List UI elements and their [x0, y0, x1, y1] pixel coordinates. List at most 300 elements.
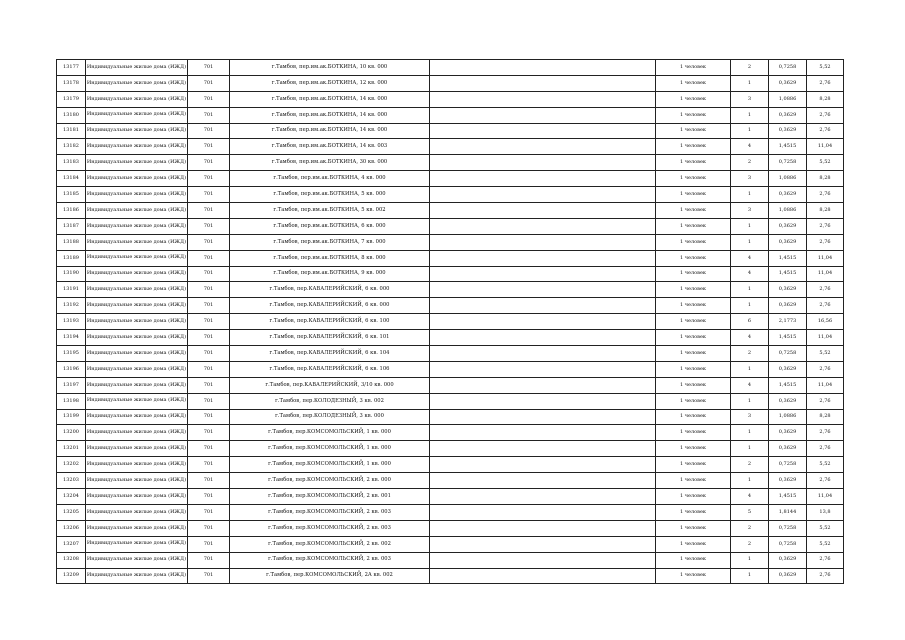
cell-count: 4: [731, 330, 769, 346]
cell-id: 13190: [57, 266, 86, 282]
cell-type: Индивидуальные жилые дома (ИЖД): [86, 361, 188, 377]
cell-type: Индивидуальные жилые дома (ИЖД): [86, 298, 188, 314]
cell-rate: 1,4515: [769, 266, 807, 282]
cell-type: Индивидуальные жилые дома (ИЖД): [86, 330, 188, 346]
cell-address: г.Тамбов, пер.им.ак.БОТКИНА, 5 кв. 002: [230, 203, 430, 219]
cell-rate: 0,3629: [769, 75, 807, 91]
cell-unit: 1 человек: [656, 155, 731, 171]
cell-blank: [430, 441, 656, 457]
table-row: [57, 409, 844, 425]
table-row: [57, 330, 844, 346]
cell-count: 1: [731, 361, 769, 377]
cell-rate: 0,3629: [769, 441, 807, 457]
cell-type: Индивидуальные жилые дома (ИЖД): [86, 489, 188, 505]
cell-blank: [430, 377, 656, 393]
cell-blank: [430, 250, 656, 266]
cell-id: 13181: [57, 123, 86, 139]
table-row: [57, 314, 844, 330]
cell-address: г.Тамбов, пер.им.ак.БОТКИНА, 14 кв. 000: [230, 91, 430, 107]
cell-code: 701: [188, 568, 230, 584]
table-row: [57, 346, 844, 362]
table-row: [57, 282, 844, 298]
cell-blank: [430, 282, 656, 298]
cell-id: 13209: [57, 568, 86, 584]
cell-code: 701: [188, 361, 230, 377]
cell-address: г.Тамбов, пер.КОЛОДЕЗНЫЙ, 3 кв. 002: [230, 393, 430, 409]
cell-blank: [430, 473, 656, 489]
cell-count: 1: [731, 393, 769, 409]
cell-type: Индивидуальные жилые дома (ИЖД): [86, 75, 188, 91]
cell-address: г.Тамбов, пер.им.ак.БОТКИНА, 12 кв. 000: [230, 75, 430, 91]
table-row: [57, 393, 844, 409]
cell-code: 701: [188, 330, 230, 346]
cell-address: г.Тамбов, пер.КОМСОМОЛЬСКИЙ, 1 кв. 000: [230, 441, 430, 457]
cell-blank: [430, 155, 656, 171]
table-row: [57, 107, 844, 123]
cell-total: 2,76: [807, 298, 844, 314]
cell-unit: 1 человек: [656, 552, 731, 568]
cell-code: 701: [188, 441, 230, 457]
cell-blank: [430, 409, 656, 425]
cell-type: Индивидуальные жилые дома (ИЖД): [86, 504, 188, 520]
cell-unit: 1 человек: [656, 91, 731, 107]
cell-id: 13197: [57, 377, 86, 393]
cell-count: 1: [731, 234, 769, 250]
cell-count: 6: [731, 314, 769, 330]
cell-rate: 1,0886: [769, 171, 807, 187]
cell-type: Индивидуальные жилые дома (ИЖД): [86, 139, 188, 155]
cell-unit: 1 человек: [656, 330, 731, 346]
cell-count: 4: [731, 139, 769, 155]
cell-unit: 1 человек: [656, 520, 731, 536]
cell-unit: 1 человек: [656, 203, 731, 219]
cell-code: 701: [188, 75, 230, 91]
cell-id: 13205: [57, 504, 86, 520]
cell-unit: 1 человек: [656, 250, 731, 266]
cell-code: 701: [188, 107, 230, 123]
cell-address: г.Тамбов, пер.КАВАЛЕРИЙСКИЙ, 6 кв. 101: [230, 330, 430, 346]
cell-blank: [430, 425, 656, 441]
cell-blank: [430, 60, 656, 76]
table-row: [57, 552, 844, 568]
cell-blank: [430, 91, 656, 107]
cell-id: 13180: [57, 107, 86, 123]
cell-blank: [430, 139, 656, 155]
cell-id: 13194: [57, 330, 86, 346]
cell-total: 11,04: [807, 139, 844, 155]
cell-address: г.Тамбов, пер.КОМСОМОЛЬСКИЙ, 1 кв. 000: [230, 457, 430, 473]
cell-address: г.Тамбов, пер.им.ак.БОТКИНА, 14 кв. 000: [230, 107, 430, 123]
cell-id: 13195: [57, 346, 86, 362]
cell-type: Индивидуальные жилые дома (ИЖД): [86, 250, 188, 266]
cell-unit: 1 человек: [656, 489, 731, 505]
cell-id: 13198: [57, 393, 86, 409]
cell-count: 2: [731, 457, 769, 473]
cell-total: 2,76: [807, 107, 844, 123]
cell-address: г.Тамбов, пер.им.ак.БОТКИНА, 8 кв. 000: [230, 250, 430, 266]
cell-blank: [430, 504, 656, 520]
cell-code: 701: [188, 282, 230, 298]
cell-unit: 1 человек: [656, 346, 731, 362]
cell-address: г.Тамбов, пер.КОМСОМОЛЬСКИЙ, 2 кв. 003: [230, 520, 430, 536]
cell-blank: [430, 234, 656, 250]
cell-code: 701: [188, 520, 230, 536]
table-row: [57, 187, 844, 203]
cell-unit: 1 человек: [656, 568, 731, 584]
cell-blank: [430, 536, 656, 552]
table-row: [57, 504, 844, 520]
cell-total: 5,52: [807, 346, 844, 362]
cell-total: 5,52: [807, 457, 844, 473]
cell-total: 11,04: [807, 489, 844, 505]
cell-blank: [430, 393, 656, 409]
cell-count: 5: [731, 504, 769, 520]
cell-unit: 1 человек: [656, 536, 731, 552]
cell-type: Индивидуальные жилые дома (ИЖД): [86, 536, 188, 552]
table-row: [57, 203, 844, 219]
cell-blank: [430, 361, 656, 377]
cell-type: Индивидуальные жилые дома (ИЖД): [86, 266, 188, 282]
cell-id: 13207: [57, 536, 86, 552]
cell-rate: 1,0886: [769, 91, 807, 107]
cell-count: 3: [731, 91, 769, 107]
cell-code: 701: [188, 139, 230, 155]
cell-total: 2,76: [807, 393, 844, 409]
table-row: [57, 377, 844, 393]
cell-address: г.Тамбов, пер.им.ак.БОТКИНА, 6 кв. 000: [230, 218, 430, 234]
cell-unit: 1 человек: [656, 473, 731, 489]
cell-id: 13206: [57, 520, 86, 536]
cell-id: 13187: [57, 218, 86, 234]
cell-address: г.Тамбов, пер.КОМСОМОЛЬСКИЙ, 2 кв. 001: [230, 489, 430, 505]
cell-code: 701: [188, 489, 230, 505]
cell-type: Индивидуальные жилые дома (ИЖД): [86, 393, 188, 409]
cell-total: 8,28: [807, 203, 844, 219]
cell-rate: 0,3629: [769, 298, 807, 314]
cell-rate: 0,7258: [769, 155, 807, 171]
cell-total: 16,56: [807, 314, 844, 330]
table-row: [57, 60, 844, 76]
cell-rate: 0,7258: [769, 346, 807, 362]
cell-address: г.Тамбов, пер.КАВАЛЕРИЙСКИЙ, 6 кв. 000: [230, 298, 430, 314]
cell-total: 2,76: [807, 75, 844, 91]
cell-address: г.Тамбов, пер.КАВАЛЕРИЙСКИЙ, 3/10 кв. 000: [230, 377, 430, 393]
cell-rate: 0,3629: [769, 473, 807, 489]
cell-count: 1: [731, 187, 769, 203]
cell-count: 1: [731, 441, 769, 457]
cell-unit: 1 человек: [656, 425, 731, 441]
cell-total: 5,52: [807, 520, 844, 536]
cell-count: 4: [731, 250, 769, 266]
table-row: [57, 91, 844, 107]
cell-type: Индивидуальные жилые дома (ИЖД): [86, 520, 188, 536]
cell-code: 701: [188, 552, 230, 568]
cell-id: 13200: [57, 425, 86, 441]
cell-total: 8,28: [807, 171, 844, 187]
cell-address: г.Тамбов, пер.им.ак.БОТКИНА, 5 кв. 000: [230, 187, 430, 203]
cell-unit: 1 человек: [656, 123, 731, 139]
cell-type: Индивидуальные жилые дома (ИЖД): [86, 425, 188, 441]
table-row: [57, 473, 844, 489]
cell-blank: [430, 552, 656, 568]
cell-count: 1: [731, 425, 769, 441]
cell-code: 701: [188, 409, 230, 425]
cell-type: Индивидуальные жилые дома (ИЖД): [86, 234, 188, 250]
cell-rate: 0,3629: [769, 282, 807, 298]
cell-blank: [430, 218, 656, 234]
cell-total: 8,28: [807, 91, 844, 107]
cell-blank: [430, 107, 656, 123]
cell-count: 1: [731, 282, 769, 298]
table-row: [57, 441, 844, 457]
cell-code: 701: [188, 171, 230, 187]
cell-unit: 1 человек: [656, 266, 731, 282]
cell-blank: [430, 298, 656, 314]
cell-type: Индивидуальные жилые дома (ИЖД): [86, 218, 188, 234]
cell-code: 701: [188, 504, 230, 520]
cell-id: 13196: [57, 361, 86, 377]
cell-type: Индивидуальные жилые дома (ИЖД): [86, 203, 188, 219]
cell-count: 1: [731, 473, 769, 489]
cell-address: г.Тамбов, пер.им.ак.БОТКИНА, 30 кв. 000: [230, 155, 430, 171]
cell-count: 1: [731, 568, 769, 584]
cell-unit: 1 человек: [656, 139, 731, 155]
cell-total: 2,76: [807, 123, 844, 139]
cell-total: 2,76: [807, 425, 844, 441]
cell-type: Индивидуальные жилые дома (ИЖД): [86, 60, 188, 76]
cell-code: 701: [188, 155, 230, 171]
cell-rate: 0,3629: [769, 123, 807, 139]
cell-code: 701: [188, 377, 230, 393]
cell-code: 701: [188, 91, 230, 107]
cell-count: 4: [731, 489, 769, 505]
cell-total: 2,76: [807, 234, 844, 250]
cell-rate: 1,0886: [769, 409, 807, 425]
cell-blank: [430, 568, 656, 584]
cell-count: 2: [731, 536, 769, 552]
table-row: [57, 234, 844, 250]
table-row: [57, 489, 844, 505]
cell-blank: [430, 187, 656, 203]
table-row: [57, 266, 844, 282]
cell-unit: 1 человек: [656, 107, 731, 123]
cell-code: 701: [188, 60, 230, 76]
cell-address: г.Тамбов, пер.КОМСОМОЛЬСКИЙ, 2 кв. 003: [230, 504, 430, 520]
table-row: [57, 218, 844, 234]
cell-total: 2,76: [807, 552, 844, 568]
cell-rate: 0,7258: [769, 60, 807, 76]
cell-address: г.Тамбов, пер.КАВАЛЕРИЙСКИЙ, 6 кв. 000: [230, 282, 430, 298]
cell-blank: [430, 346, 656, 362]
cell-code: 701: [188, 123, 230, 139]
cell-count: 1: [731, 552, 769, 568]
cell-total: 8,28: [807, 409, 844, 425]
cell-type: Индивидуальные жилые дома (ИЖД): [86, 568, 188, 584]
cell-count: 1: [731, 75, 769, 91]
cell-blank: [430, 330, 656, 346]
cell-total: 2,76: [807, 473, 844, 489]
cell-address: г.Тамбов, пер.КАВАЛЕРИЙСКИЙ, 6 кв. 104: [230, 346, 430, 362]
cell-address: г.Тамбов, пер.КАВАЛЕРИЙСКИЙ, 6 кв. 100: [230, 314, 430, 330]
cell-rate: 1,4515: [769, 489, 807, 505]
cell-type: Индивидуальные жилые дома (ИЖД): [86, 314, 188, 330]
table-row: [57, 123, 844, 139]
cell-id: 13184: [57, 171, 86, 187]
cell-blank: [430, 314, 656, 330]
cell-id: 13177: [57, 60, 86, 76]
cell-code: 701: [188, 218, 230, 234]
cell-code: 701: [188, 314, 230, 330]
cell-code: 701: [188, 536, 230, 552]
cell-address: г.Тамбов, пер.им.ак.БОТКИНА, 14 кв. 003: [230, 139, 430, 155]
table-row: [57, 536, 844, 552]
table-row: [57, 75, 844, 91]
cell-rate: 0,3629: [769, 218, 807, 234]
cell-address: г.Тамбов, пер.КАВАЛЕРИЙСКИЙ, 6 кв. 106: [230, 361, 430, 377]
cell-unit: 1 человек: [656, 298, 731, 314]
cell-rate: 0,3629: [769, 187, 807, 203]
cell-total: 2,76: [807, 218, 844, 234]
cell-id: 13183: [57, 155, 86, 171]
cell-total: 2,76: [807, 187, 844, 203]
cell-total: 5,52: [807, 536, 844, 552]
cell-rate: 0,3629: [769, 393, 807, 409]
cell-blank: [430, 123, 656, 139]
table-row: [57, 171, 844, 187]
cell-id: 13204: [57, 489, 86, 505]
cell-address: г.Тамбов, пер.им.ак.БОТКИНА, 9 кв. 000: [230, 266, 430, 282]
cell-blank: [430, 75, 656, 91]
cell-id: 13182: [57, 139, 86, 155]
records-table-body: [57, 60, 844, 584]
cell-total: 11,04: [807, 250, 844, 266]
cell-address: г.Тамбов, пер.КОМСОМОЛЬСКИЙ, 2 кв. 003: [230, 552, 430, 568]
cell-rate: 2,1773: [769, 314, 807, 330]
cell-rate: 0,3629: [769, 552, 807, 568]
table-row: [57, 520, 844, 536]
cell-code: 701: [188, 266, 230, 282]
cell-code: 701: [188, 425, 230, 441]
table-row: [57, 568, 844, 584]
cell-type: Индивидуальные жилые дома (ИЖД): [86, 473, 188, 489]
cell-code: 701: [188, 234, 230, 250]
cell-blank: [430, 266, 656, 282]
cell-rate: 1,4515: [769, 250, 807, 266]
cell-rate: 0,3629: [769, 234, 807, 250]
cell-blank: [430, 489, 656, 505]
cell-unit: 1 человек: [656, 314, 731, 330]
cell-code: 701: [188, 203, 230, 219]
cell-total: 2,76: [807, 282, 844, 298]
cell-count: 2: [731, 520, 769, 536]
cell-total: 2,76: [807, 361, 844, 377]
cell-total: 11,04: [807, 266, 844, 282]
cell-code: 701: [188, 298, 230, 314]
cell-rate: 0,7258: [769, 536, 807, 552]
cell-address: г.Тамбов, пер.КОМСОМОЛЬСКИЙ, 2 кв. 002: [230, 536, 430, 552]
cell-address: г.Тамбов, пер.им.ак.БОТКИНА, 4 кв. 000: [230, 171, 430, 187]
cell-id: 13203: [57, 473, 86, 489]
cell-type: Индивидуальные жилые дома (ИЖД): [86, 457, 188, 473]
cell-unit: 1 человек: [656, 171, 731, 187]
cell-id: 13191: [57, 282, 86, 298]
cell-type: Индивидуальные жилые дома (ИЖД): [86, 187, 188, 203]
document-page: [56, 59, 844, 584]
cell-id: 13192: [57, 298, 86, 314]
cell-unit: 1 человек: [656, 282, 731, 298]
cell-code: 701: [188, 346, 230, 362]
cell-total: 2,76: [807, 568, 844, 584]
cell-rate: 0,3629: [769, 361, 807, 377]
table-row: [57, 298, 844, 314]
cell-unit: 1 человек: [656, 218, 731, 234]
cell-count: 2: [731, 155, 769, 171]
cell-total: 5,52: [807, 155, 844, 171]
cell-count: 1: [731, 298, 769, 314]
cell-total: 5,52: [807, 60, 844, 76]
cell-id: 13186: [57, 203, 86, 219]
cell-rate: 1,4515: [769, 377, 807, 393]
cell-rate: 1,4515: [769, 139, 807, 155]
cell-count: 3: [731, 409, 769, 425]
table-row: [57, 425, 844, 441]
cell-total: 13,8: [807, 504, 844, 520]
table-row: [57, 457, 844, 473]
cell-code: 701: [188, 457, 230, 473]
cell-unit: 1 человек: [656, 60, 731, 76]
table-row: [57, 155, 844, 171]
cell-rate: 0,3629: [769, 425, 807, 441]
cell-type: Индивидуальные жилые дома (ИЖД): [86, 91, 188, 107]
cell-type: Индивидуальные жилые дома (ИЖД): [86, 123, 188, 139]
cell-type: Индивидуальные жилые дома (ИЖД): [86, 107, 188, 123]
cell-id: 13185: [57, 187, 86, 203]
cell-type: Индивидуальные жилые дома (ИЖД): [86, 171, 188, 187]
cell-rate: 0,3629: [769, 568, 807, 584]
cell-count: 4: [731, 377, 769, 393]
cell-count: 2: [731, 346, 769, 362]
cell-unit: 1 человек: [656, 393, 731, 409]
cell-unit: 1 человек: [656, 361, 731, 377]
cell-unit: 1 человек: [656, 504, 731, 520]
cell-type: Индивидуальные жилые дома (ИЖД): [86, 377, 188, 393]
cell-id: 13189: [57, 250, 86, 266]
cell-code: 701: [188, 187, 230, 203]
cell-code: 701: [188, 250, 230, 266]
cell-unit: 1 человек: [656, 377, 731, 393]
cell-id: 13188: [57, 234, 86, 250]
table-row: [57, 250, 844, 266]
cell-blank: [430, 520, 656, 536]
cell-count: 1: [731, 218, 769, 234]
cell-blank: [430, 457, 656, 473]
cell-unit: 1 человек: [656, 457, 731, 473]
cell-count: 2: [731, 60, 769, 76]
cell-rate: 0,7258: [769, 457, 807, 473]
cell-count: 3: [731, 203, 769, 219]
cell-unit: 1 человек: [656, 75, 731, 91]
cell-id: 13178: [57, 75, 86, 91]
table-row: [57, 361, 844, 377]
cell-address: г.Тамбов, пер.КОМСОМОЛЬСКИЙ, 1 кв. 000: [230, 425, 430, 441]
cell-rate: 0,3629: [769, 107, 807, 123]
cell-code: 701: [188, 473, 230, 489]
cell-unit: 1 человек: [656, 234, 731, 250]
cell-total: 2,76: [807, 441, 844, 457]
cell-type: Индивидуальные жилые дома (ИЖД): [86, 282, 188, 298]
cell-rate: 1,4515: [769, 330, 807, 346]
cell-rate: 1,0886: [769, 203, 807, 219]
